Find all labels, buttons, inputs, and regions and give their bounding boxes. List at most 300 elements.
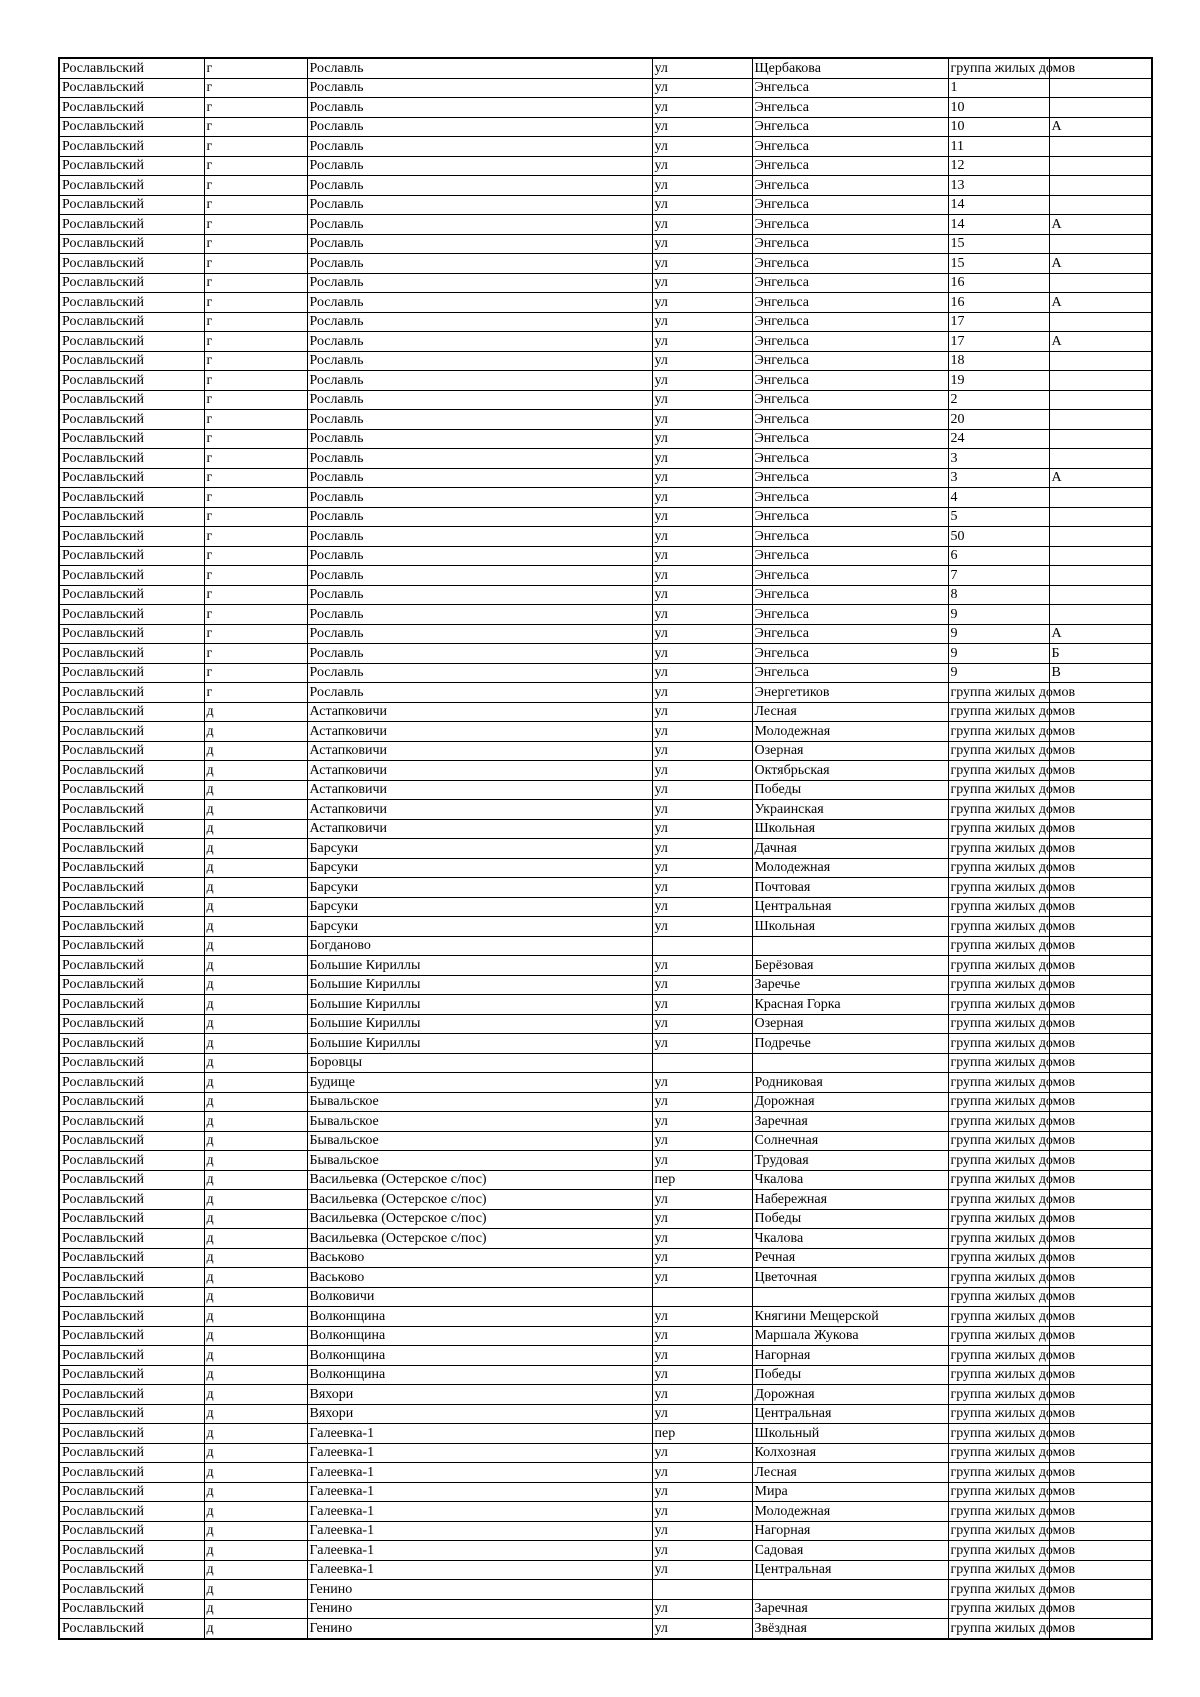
table-row [59,1502,1152,1522]
district-cell: Рославльский [59,1404,204,1424]
street-cell: Колхозная [752,1443,948,1463]
settlement-type-cell: г [204,605,307,625]
street-type-cell: ул [652,1131,752,1151]
street-type-cell [652,1053,752,1073]
table-row [59,1326,1152,1346]
house-cell: 20 [948,410,1049,430]
letter-cell [1049,371,1152,391]
street-type-cell: ул [652,1151,752,1171]
settlement-cell: Рославль [307,449,652,469]
district-cell: Рославльский [59,195,204,215]
house-cell: группа жилых домов [948,1034,1049,1054]
street-cell: Озерная [752,741,948,761]
settlement-type-cell: г [204,546,307,566]
settlement-cell: Рославль [307,215,652,235]
settlement-type-cell: д [204,1151,307,1171]
settlement-type-cell: д [204,1287,307,1307]
district-cell: Рославльский [59,936,204,956]
table-row [59,1619,1152,1639]
table-row [59,975,1152,995]
street-cell: Энгельса [752,566,948,586]
street-cell: Дачная [752,839,948,859]
street-type-cell: ул [652,566,752,586]
settlement-cell: Васильевка (Остерское с/пос) [307,1229,652,1249]
street-type-cell: ул [652,1346,752,1366]
settlement-cell: Большие Кириллы [307,1014,652,1034]
house-cell: группа жилых домов [948,1190,1049,1210]
district-cell: Рославльский [59,293,204,313]
table-row [59,78,1152,98]
table-row [59,546,1152,566]
street-cell: Энгельса [752,644,948,664]
settlement-type-cell: д [204,1482,307,1502]
street-type-cell: ул [652,1599,752,1619]
district-cell: Рославльский [59,1190,204,1210]
settlement-type-cell: д [204,1521,307,1541]
street-type-cell: ул [652,117,752,137]
settlement-cell: Волковичи [307,1287,652,1307]
house-cell: 9 [948,624,1049,644]
district-cell: Рославльский [59,839,204,859]
house-cell: группа жилых домов [948,1365,1049,1385]
settlement-type-cell: г [204,58,307,78]
settlement-type-cell: д [204,995,307,1015]
settlement-cell: Галеевка-1 [307,1482,652,1502]
settlement-cell: Бывальское [307,1131,652,1151]
table-row [59,936,1152,956]
street-type-cell: пер [652,1170,752,1190]
house-cell: 16 [948,273,1049,293]
district-cell: Рославльский [59,956,204,976]
table-row [59,1521,1152,1541]
street-type-cell: ул [652,702,752,722]
street-type-cell: ул [652,917,752,937]
table-row [59,761,1152,781]
house-cell: 6 [948,546,1049,566]
district-cell: Рославльский [59,1307,204,1327]
letter-cell [1049,410,1152,430]
table-row [59,390,1152,410]
house-cell: группа жилых домов [948,1541,1049,1561]
district-cell: Рославльский [59,683,204,703]
letter-cell: А [1049,254,1152,274]
street-cell: Трудовая [752,1151,948,1171]
table-row [59,1170,1152,1190]
street-type-cell: ул [652,956,752,976]
house-cell: группа жилых домов [948,1209,1049,1229]
settlement-type-cell: д [204,761,307,781]
street-cell: Энгельса [752,137,948,157]
table-row [59,1404,1152,1424]
table-row [59,780,1152,800]
letter-cell [1049,98,1152,118]
settlement-cell: Боровцы [307,1053,652,1073]
table-row [59,800,1152,820]
house-cell: группа жилых домов [948,839,1049,859]
district-cell: Рославльский [59,780,204,800]
street-cell [752,1580,948,1600]
street-type-cell: ул [652,1229,752,1249]
settlement-type-cell: д [204,1502,307,1522]
street-cell: Заречная [752,1112,948,1132]
district-cell: Рославльский [59,78,204,98]
settlement-cell: Волконщина [307,1326,652,1346]
settlement-type-cell: г [204,449,307,469]
street-type-cell: ул [652,663,752,683]
settlement-type-cell: д [204,1443,307,1463]
settlement-type-cell: д [204,897,307,917]
table-row [59,1073,1152,1093]
street-cell: Энгельса [752,663,948,683]
house-cell: группа жилых домов [948,1580,1049,1600]
district-cell: Рославльский [59,332,204,352]
street-cell: Энергетиков [752,683,948,703]
district-cell: Рославльский [59,1560,204,1580]
table-row [59,332,1152,352]
table-row [59,644,1152,664]
street-cell: Энгельса [752,605,948,625]
letter-cell [1049,546,1152,566]
district-cell: Рославльский [59,1346,204,1366]
letter-cell [1049,488,1152,508]
street-cell: Энгельса [752,351,948,371]
letter-cell: В [1049,663,1152,683]
settlement-cell: Рославль [307,410,652,430]
settlement-type-cell: д [204,722,307,742]
street-cell: Энгельса [752,215,948,235]
table-row [59,1580,1152,1600]
street-cell: Заречье [752,975,948,995]
settlement-type-cell: д [204,1560,307,1580]
street-cell: Лесная [752,1463,948,1483]
table-row [59,1287,1152,1307]
street-cell: Почтовая [752,878,948,898]
table-row [59,1131,1152,1151]
table-row [59,215,1152,235]
district-cell: Рославльский [59,1112,204,1132]
street-cell: Школьная [752,819,948,839]
street-cell: Цветочная [752,1268,948,1288]
street-cell: Школьная [752,917,948,937]
street-cell: Дорожная [752,1385,948,1405]
settlement-type-cell: г [204,332,307,352]
house-cell: 17 [948,312,1049,332]
district-cell: Рославльский [59,761,204,781]
letter-cell [1049,605,1152,625]
letter-cell [1049,137,1152,157]
settlement-cell: Рославль [307,98,652,118]
table-row [59,468,1152,488]
letter-cell [1049,78,1152,98]
settlement-type-cell: д [204,819,307,839]
table-row [59,956,1152,976]
street-type-cell: ул [652,800,752,820]
table-row [59,1209,1152,1229]
table-row [59,858,1152,878]
street-cell: Энгельса [752,624,948,644]
street-type-cell [652,936,752,956]
district-cell: Рославльский [59,741,204,761]
settlement-type-cell: д [204,1463,307,1483]
street-type-cell: ул [652,1560,752,1580]
street-type-cell: ул [652,819,752,839]
street-cell: Озерная [752,1014,948,1034]
settlement-type-cell: д [204,1190,307,1210]
street-type-cell: ул [652,332,752,352]
district-cell: Рославльский [59,1424,204,1444]
district-cell: Рославльский [59,702,204,722]
settlement-cell: Рославль [307,507,652,527]
settlement-type-cell: г [204,117,307,137]
house-cell: 17 [948,332,1049,352]
house-cell: группа жилых домов [948,1268,1049,1288]
street-type-cell: ул [652,312,752,332]
table-row [59,1482,1152,1502]
letter-cell [1049,585,1152,605]
district-cell: Рославльский [59,1287,204,1307]
table-row [59,1151,1152,1171]
settlement-cell: Рославль [307,605,652,625]
district-cell: Рославльский [59,410,204,430]
street-cell: Энгельса [752,585,948,605]
settlement-type-cell: д [204,800,307,820]
address-table-body [59,58,1152,1639]
house-cell: группа жилых домов [948,1346,1049,1366]
house-cell: 16 [948,293,1049,313]
settlement-cell: Астапковичи [307,741,652,761]
street-type-cell: ул [652,293,752,313]
street-type-cell: ул [652,1112,752,1132]
street-cell: Энгельса [752,390,948,410]
settlement-type-cell: д [204,1404,307,1424]
street-cell: Центральная [752,897,948,917]
letter-cell [1049,429,1152,449]
house-cell: группа жилых домов [948,780,1049,800]
street-type-cell: ул [652,722,752,742]
letter-cell: А [1049,332,1152,352]
street-cell: Заречная [752,1599,948,1619]
settlement-type-cell: г [204,507,307,527]
settlement-type-cell: д [204,1034,307,1054]
settlement-type-cell: г [204,98,307,118]
street-type-cell: ул [652,1404,752,1424]
table-row [59,995,1152,1015]
street-cell: Родниковая [752,1073,948,1093]
table-row [59,1053,1152,1073]
settlement-cell: Васильевка (Остерское с/пос) [307,1209,652,1229]
settlement-type-cell: г [204,312,307,332]
house-cell: группа жилых домов [948,1307,1049,1327]
street-cell: Энгельса [752,527,948,547]
settlement-cell: Васильевка (Остерское с/пос) [307,1170,652,1190]
street-type-cell: ул [652,215,752,235]
street-cell: Лесная [752,702,948,722]
settlement-type-cell: г [204,644,307,664]
table-row [59,878,1152,898]
street-type-cell: ул [652,468,752,488]
settlement-type-cell: г [204,410,307,430]
settlement-cell: Волконщина [307,1365,652,1385]
settlement-cell: Рославль [307,624,652,644]
house-cell: 9 [948,605,1049,625]
street-type-cell: ул [652,1092,752,1112]
settlement-cell: Рославль [307,312,652,332]
settlement-cell: Рославль [307,137,652,157]
district-cell: Рославльский [59,819,204,839]
house-cell: 1 [948,78,1049,98]
letter-cell [1049,234,1152,254]
table-row [59,897,1152,917]
district-cell: Рославльский [59,1463,204,1483]
settlement-cell: Бывальское [307,1112,652,1132]
street-type-cell: ул [652,1619,752,1639]
settlement-type-cell: г [204,390,307,410]
house-cell: 12 [948,156,1049,176]
district-cell: Рославльский [59,312,204,332]
house-cell: группа жилых домов [948,1131,1049,1151]
street-cell: Красная Горка [752,995,948,1015]
settlement-cell: Рославль [307,429,652,449]
house-cell: группа жилых домов [948,58,1049,78]
house-cell: группа жилых домов [948,1170,1049,1190]
street-cell: Энгельса [752,332,948,352]
table-row [59,312,1152,332]
street-type-cell: ул [652,176,752,196]
settlement-type-cell: д [204,839,307,859]
settlement-type-cell: д [204,1346,307,1366]
street-cell: Энгельса [752,371,948,391]
district-cell: Рославльский [59,1209,204,1229]
district-cell: Рославльский [59,644,204,664]
settlement-type-cell: г [204,234,307,254]
settlement-type-cell: г [204,195,307,215]
house-cell: 5 [948,507,1049,527]
district-cell: Рославльский [59,1014,204,1034]
table-row [59,234,1152,254]
settlement-cell: Рославль [307,58,652,78]
street-type-cell: ул [652,624,752,644]
house-cell: группа жилых домов [948,1287,1049,1307]
district-cell: Рославльский [59,858,204,878]
street-type-cell: ул [652,1268,752,1288]
settlement-type-cell: д [204,1541,307,1561]
street-type-cell: ул [652,1248,752,1268]
district-cell: Рославльский [59,722,204,742]
street-type-cell: ул [652,234,752,254]
table-row [59,58,1152,78]
street-cell: Победы [752,1209,948,1229]
settlement-type-cell: д [204,936,307,956]
district-cell: Рославльский [59,1502,204,1522]
table-row [59,98,1152,118]
table-row [59,1190,1152,1210]
settlement-cell: Астапковичи [307,702,652,722]
table-row [59,566,1152,586]
house-cell: группа жилых домов [948,761,1049,781]
table-row [59,624,1152,644]
settlement-cell: Рославль [307,644,652,664]
street-cell: Энгельса [752,273,948,293]
table-row [59,585,1152,605]
settlement-type-cell: д [204,975,307,995]
district-cell: Рославльский [59,897,204,917]
street-cell: Щербакова [752,58,948,78]
house-cell: группа жилых домов [948,917,1049,937]
street-type-cell: ул [652,98,752,118]
street-cell: Центральная [752,1560,948,1580]
letter-cell: А [1049,293,1152,313]
house-cell: группа жилых домов [948,1599,1049,1619]
table-row [59,1463,1152,1483]
street-type-cell: ул [652,351,752,371]
table-row [59,1229,1152,1249]
house-cell: группа жилых домов [948,936,1049,956]
settlement-type-cell: г [204,488,307,508]
district-cell: Рославльский [59,234,204,254]
district-cell: Рославльский [59,1482,204,1502]
district-cell: Рославльский [59,1326,204,1346]
settlement-type-cell: д [204,1385,307,1405]
house-cell: группа жилых домов [948,1326,1049,1346]
settlement-type-cell: д [204,1073,307,1093]
house-cell: 15 [948,254,1049,274]
street-cell: Берёзовая [752,956,948,976]
table-row [59,371,1152,391]
settlement-type-cell: д [204,878,307,898]
settlement-type-cell: г [204,137,307,157]
district-cell: Рославльский [59,527,204,547]
district-cell: Рославльский [59,566,204,586]
settlement-cell: Генино [307,1619,652,1639]
settlement-cell: Генино [307,1580,652,1600]
table-row [59,176,1152,196]
settlement-cell: Барсуки [307,858,652,878]
house-cell: группа жилых домов [948,722,1049,742]
settlement-cell: Барсуки [307,917,652,937]
table-row [59,449,1152,469]
street-cell: Солнечная [752,1131,948,1151]
street-cell: Школьный [752,1424,948,1444]
street-type-cell: ул [652,644,752,664]
street-type-cell: ул [652,1034,752,1054]
street-type-cell: ул [652,1521,752,1541]
district-cell: Рославльский [59,1092,204,1112]
letter-cell [1049,156,1152,176]
letter-cell: А [1049,117,1152,137]
district-cell: Рославльский [59,58,204,78]
settlement-cell: Рославль [307,566,652,586]
settlement-type-cell: г [204,254,307,274]
street-cell: Октябрьская [752,761,948,781]
street-cell: Украинская [752,800,948,820]
table-row [59,351,1152,371]
street-cell: Садовая [752,1541,948,1561]
district-cell: Рославльский [59,1385,204,1405]
settlement-cell: Бывальское [307,1151,652,1171]
letter-cell [1049,527,1152,547]
street-cell: Энгельса [752,176,948,196]
district-cell: Рославльский [59,1151,204,1171]
street-type-cell: ул [652,429,752,449]
settlement-type-cell: д [204,1092,307,1112]
settlement-cell: Вяхори [307,1385,652,1405]
street-cell: Подречье [752,1034,948,1054]
district-cell: Рославльский [59,429,204,449]
settlement-type-cell: д [204,741,307,761]
street-type-cell: ул [652,195,752,215]
settlement-cell: Вяхори [307,1404,652,1424]
letter-cell: Б [1049,644,1152,664]
